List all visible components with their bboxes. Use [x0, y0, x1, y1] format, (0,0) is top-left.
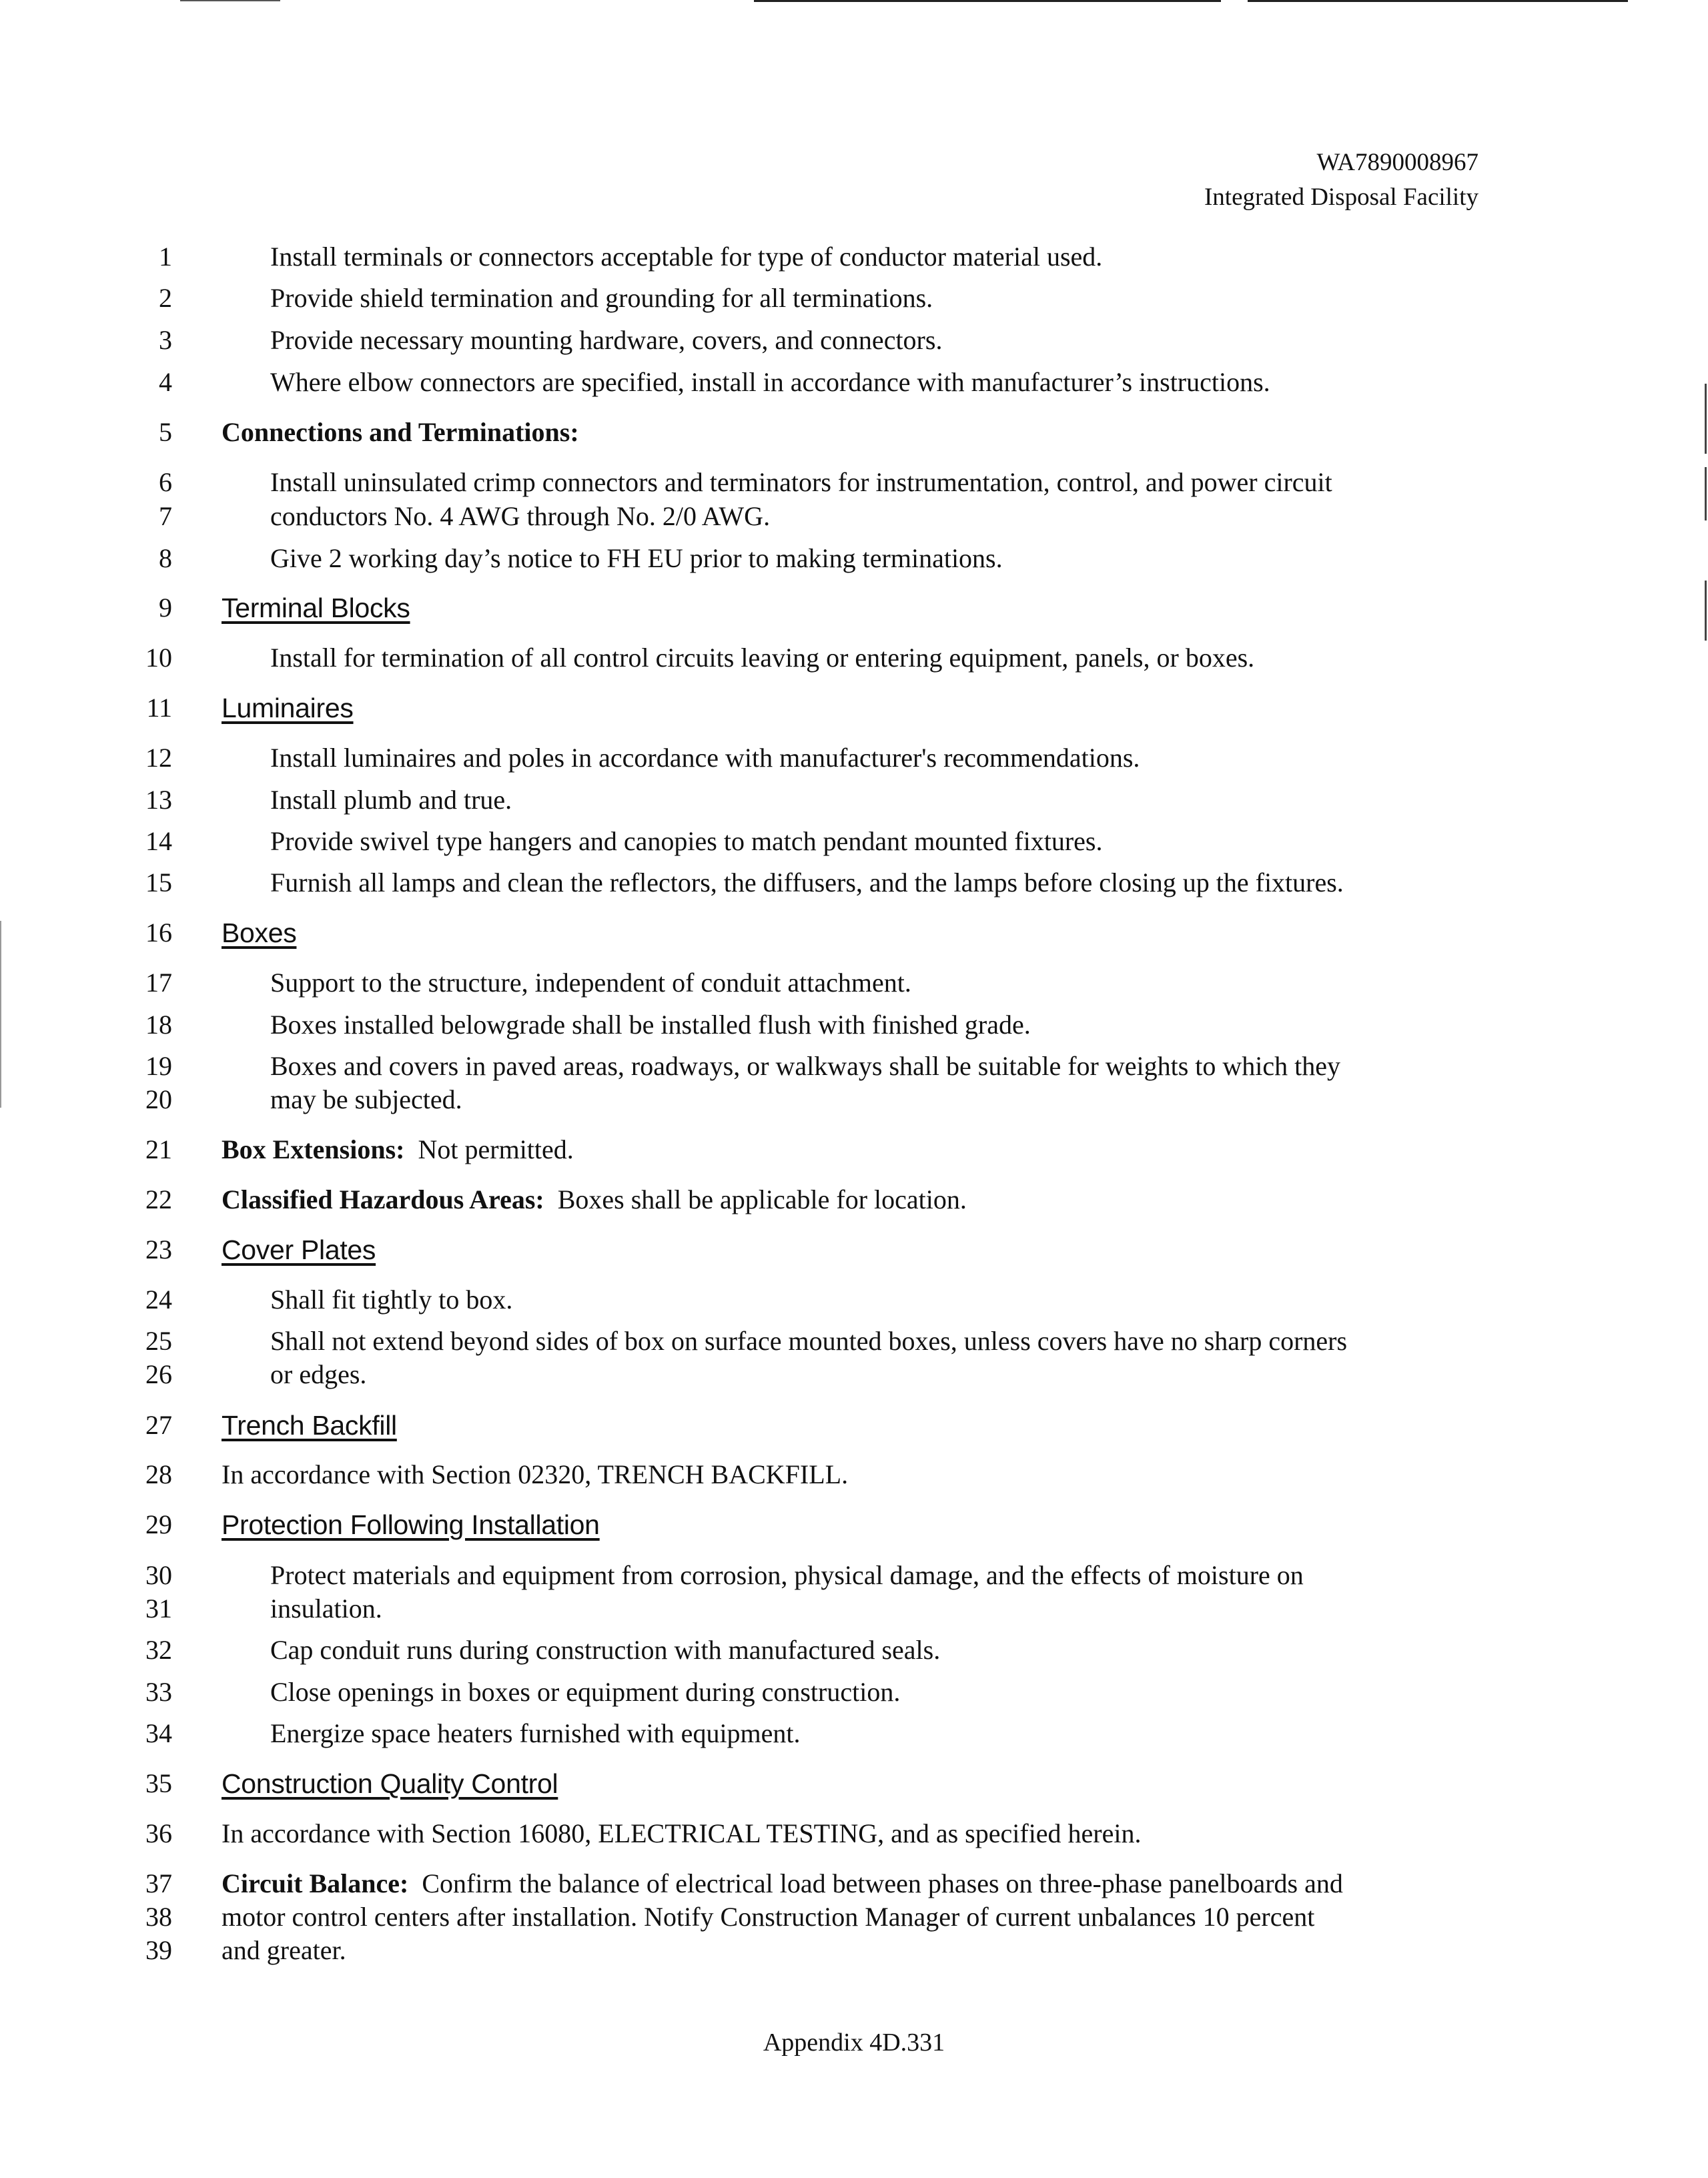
line-number: 2 — [159, 283, 172, 313]
scan-edge-mark — [1705, 581, 1707, 641]
line-number: 30 — [145, 1560, 172, 1590]
line-number: 38 — [145, 1902, 172, 1932]
subsection-heading: Connections and Terminations: — [222, 417, 579, 447]
page-header — [1204, 145, 1478, 215]
line-number: 33 — [145, 1677, 172, 1707]
line-number: 17 — [145, 968, 172, 998]
line-number: 12 — [145, 743, 172, 773]
scan-edge-mark — [0, 921, 1, 1108]
line-number: 23 — [145, 1234, 172, 1264]
scan-rule-top — [754, 0, 1221, 2]
line-number: 4 — [159, 367, 172, 397]
line-text: and greater. — [222, 1935, 346, 1965]
line-number: 1 — [159, 242, 172, 272]
line-number: 14 — [145, 826, 172, 856]
line-text: Provide necessary mounting hardware, covers, and connectors. — [270, 325, 943, 355]
paragraph — [222, 1867, 1343, 1900]
line-number: 18 — [145, 1010, 172, 1040]
line-number: 7 — [159, 501, 172, 531]
line-number: 9 — [159, 593, 172, 623]
line-number: 27 — [145, 1410, 172, 1440]
line-text: Install luminaires and poles in accordance with manufacturer's recommendations. — [270, 743, 1140, 773]
line-text: In accordance with Section 16080, ELECTRICAL TESTING, and as specified herein. — [222, 1818, 1142, 1848]
line-text: Where elbow connectors are specified, install in accordance with manufacturer’s instructions. — [270, 367, 1270, 397]
line-number: 35 — [145, 1768, 172, 1798]
line-text: Furnish all lamps and clean the reflectors, the diffusers, and the lamps before closing up the fixtures. — [270, 867, 1344, 897]
facility-name: Integrated Disposal Facility — [1204, 184, 1478, 211]
line-text: In accordance with Section 02320, TRENCH BACKFILL. — [222, 1459, 849, 1489]
line-number: 19 — [145, 1051, 172, 1081]
section-heading: Construction Quality Control — [222, 1768, 558, 1799]
line-number: 13 — [145, 785, 172, 815]
line-text: Install uninsulated crimp connectors and terminators for instrumentation, control, and power circuit — [270, 467, 1332, 497]
line-number: 10 — [145, 643, 172, 673]
paragraph — [222, 1133, 574, 1166]
line-number: 22 — [145, 1184, 172, 1214]
line-text: Not permitted. — [418, 1134, 574, 1164]
line-text: Boxes and covers in paved areas, roadways, or walkways shall be suitable for weights to which they — [270, 1051, 1341, 1081]
line-text: Confirm the balance of electrical load between phases on three-phase panelboards and — [422, 1868, 1343, 1898]
line-number: 39 — [145, 1935, 172, 1965]
line-text: conductors No. 4 AWG through No. 2/0 AWG. — [270, 501, 771, 531]
section-heading: Protection Following Installation — [222, 1509, 600, 1540]
line-text: Provide swivel type hangers and canopies to match pendant mounted fixtures. — [270, 826, 1103, 856]
line-text: Provide shield termination and grounding for all terminations. — [270, 283, 933, 313]
line-number: 5 — [159, 417, 172, 447]
line-text: may be subjected. — [270, 1084, 462, 1114]
line-text: Shall not extend beyond sides of box on surface mounted boxes, unless covers have no sharp corners — [270, 1326, 1348, 1356]
line-number: 15 — [145, 867, 172, 897]
line-text: motor control centers after installation. Notify Construction Manager of current unbalances 10 percent — [222, 1902, 1315, 1932]
line-text: Shall fit tightly to box. — [270, 1285, 513, 1315]
scan-mark-top-left — [180, 0, 280, 1]
line-number: 11 — [146, 693, 172, 723]
section-heading: Cover Plates — [222, 1234, 376, 1265]
page-label: Appendix 4D.331 — [763, 2029, 945, 2057]
page-footer — [0, 2026, 1708, 2059]
paragraph — [222, 1183, 967, 1216]
line-text: Support to the structure, independent of conduit attachment. — [270, 968, 911, 998]
section-heading: Terminal Blocks — [222, 593, 410, 623]
line-text: Boxes installed belowgrade shall be installed flush with finished grade. — [270, 1010, 1031, 1040]
line-text: Install for termination of all control circuits leaving or entering equipment, panels, or boxes. — [270, 643, 1255, 673]
scan-edge-mark — [1705, 467, 1707, 520]
section-heading: Boxes — [222, 918, 297, 948]
line-number: 31 — [145, 1593, 172, 1623]
section-heading: Trench Backfill — [222, 1410, 397, 1441]
line-text: Install terminals or connectors acceptable for type of conductor material used. — [270, 242, 1103, 272]
line-number: 36 — [145, 1818, 172, 1848]
line-number: 34 — [145, 1718, 172, 1748]
scan-rule-top-right — [1248, 0, 1628, 2]
line-number: 26 — [145, 1359, 172, 1389]
line-text: Protect materials and equipment from corrosion, physical damage, and the effects of moisture on — [270, 1560, 1304, 1590]
line-number: 37 — [145, 1868, 172, 1898]
line-text: Install plumb and true. — [270, 785, 512, 815]
line-number: 3 — [159, 325, 172, 355]
line-number: 32 — [145, 1635, 172, 1665]
line-text: Close openings in boxes or equipment during construction. — [270, 1677, 901, 1707]
line-text: Energize space heaters furnished with equipment. — [270, 1718, 801, 1748]
line-text: insulation. — [270, 1593, 382, 1623]
document-id: WA7890008967 — [1316, 149, 1478, 176]
scan-edge-mark — [1705, 384, 1707, 454]
line-number: 24 — [145, 1285, 172, 1315]
run-in-heading: Classified Hazardous Areas: — [222, 1184, 544, 1214]
line-number: 20 — [145, 1084, 172, 1114]
line-text: Give 2 working day’s notice to FH EU prior to making terminations. — [270, 543, 1003, 573]
line-text: Boxes shall be applicable for location. — [557, 1184, 967, 1214]
run-in-heading: Box Extensions: — [222, 1134, 405, 1164]
line-number: 25 — [145, 1326, 172, 1356]
line-number: 21 — [145, 1134, 172, 1164]
section-heading: Luminaires — [222, 693, 354, 723]
line-text: Cap conduit runs during construction with manufactured seals. — [270, 1635, 941, 1665]
run-in-heading: Circuit Balance: — [222, 1868, 409, 1898]
line-number: 16 — [145, 918, 172, 948]
line-number: 8 — [159, 543, 172, 573]
line-text: or edges. — [270, 1359, 367, 1389]
line-number: 6 — [159, 467, 172, 497]
line-number: 28 — [145, 1459, 172, 1489]
line-number: 29 — [145, 1509, 172, 1539]
